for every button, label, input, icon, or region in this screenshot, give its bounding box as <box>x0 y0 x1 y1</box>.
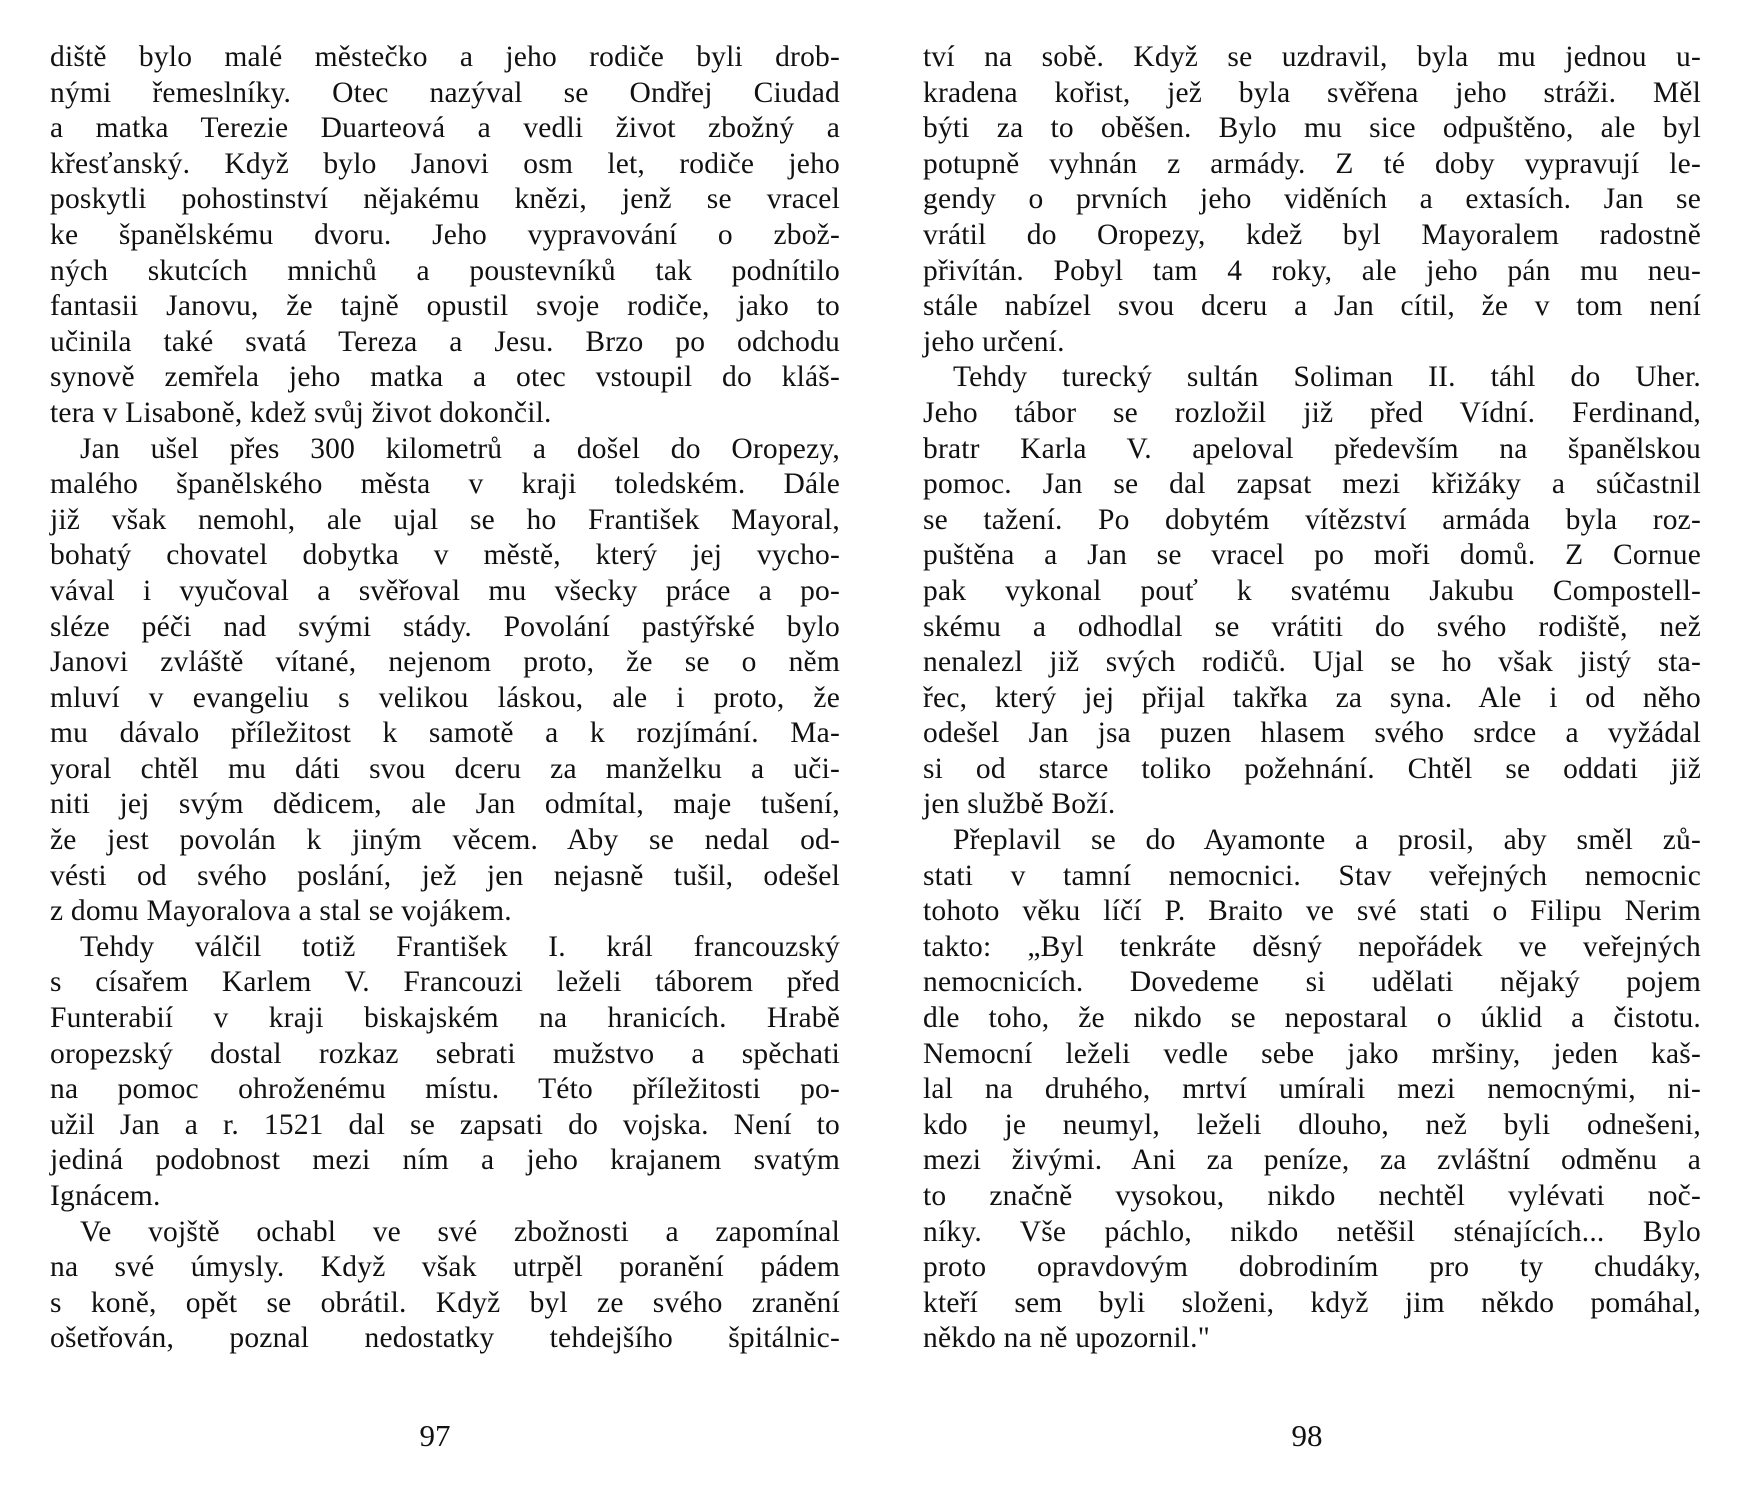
text-line: lal na druhého, mrtví umírali mezi nemocnými, ni- <box>923 1073 1701 1106</box>
text-line: tví na sobě. Když se uzdravil, byla mu jednou u- <box>923 41 1701 73</box>
text-line: nenalezl již svých rodičů. Ujal se ho však jistý sta- <box>923 646 1701 679</box>
text-line: s koně, opět se obrátil. Když byl ze svého zranění <box>50 1286 840 1319</box>
text-line: diště bylo malé městečko a jeho rodiče byli drob- <box>50 41 840 73</box>
text-line: bratr Karla V. apeloval především na španělskou <box>923 432 1701 465</box>
text-line: kdo je neumyl, leželi dlouho, než byli odnešeni, <box>923 1108 1701 1141</box>
text-line: býti za to oběšen. Bylo mu sice odpuštěno, ale byl <box>923 112 1701 145</box>
text-line: na své úmysly. Když však utrpěl poranění pádem <box>50 1251 840 1284</box>
text-line: gendy o prvních jeho viděních a extasích. Jan se <box>923 183 1701 216</box>
paragraph-first-line: Jan ušel přes 300 kilometrů a došel do Oropezy, <box>80 432 840 465</box>
text-line: se tažení. Po dobytém vítězství armáda byla roz- <box>923 503 1701 536</box>
text-line: mu dávalo příležitost k samotě a k rozjímání. Ma- <box>50 717 840 750</box>
text-line: yoral chtěl mu dáti svou dceru za manželku a uči- <box>50 752 840 785</box>
text-line: fantasii Janovu, že tajně opustil svoje rodiče, jako to <box>50 290 840 323</box>
text-line: puštěna a Jan se vracel po moři domů. Z Cornue <box>923 539 1701 572</box>
text-line: řec, který jej přijal takřka za syna. Ale i od něho <box>923 681 1701 714</box>
text-line: synově zemřela jeho matka a otec vstoupil do kláš- <box>50 361 840 394</box>
text-line: niti jej svým dědicem, ale Jan odmítal, maje tušení, <box>50 788 840 821</box>
text-line: ke španělskému dvoru. Jeho vypravování o zbož- <box>50 218 840 251</box>
text-line: přivítán. Pobyl tam 4 roky, ale jeho pán mu neu- <box>923 254 1701 287</box>
text-line: na pomoc ohroženému místu. Této příležitosti po- <box>50 1073 840 1106</box>
text-line: takto: „Byl tenkráte děsný nepořádek ve veřejných <box>923 930 1701 963</box>
text-line: stati v tamní nemocnici. Stav veřejných nemocnic <box>923 859 1701 892</box>
text-line: pomoc. Jan se dal zapsat mezi křižáky a súčastnil <box>923 468 1701 501</box>
text-line: Funterabií v kraji biskajském na hranicích. Hrabě <box>50 1002 840 1035</box>
text-line: ných skutcích mnichů a poustevníků tak podnítilo <box>50 254 840 287</box>
text-line: ošetřován, poznal nedostatky tehdejšího špitálnic- <box>50 1322 840 1355</box>
text-line: dle toho, že nikdo se nepostaral o úklid a čistotu. <box>923 1002 1701 1035</box>
text-line: malého španělského města v kraji toledském. Dále <box>50 468 840 501</box>
text-line: vrátil do Oropezy, kdež byl Mayoralem radostně <box>923 218 1701 251</box>
page-number: 98 <box>1291 1418 1323 1453</box>
text-line: poskytli pohostinství nějakému knězi, jenž se vracel <box>50 183 840 216</box>
text-line: oropezský dostal rozkaz sebrati mužstvo a spěchati <box>50 1037 840 1070</box>
text-line: vával i vyučoval a svěřoval mu všecky práce a po- <box>50 574 840 607</box>
paragraph-first-line: Tehdy turecký sultán Soliman II. táhl do Uher. <box>953 361 1701 394</box>
text-line: Jeho tábor se rozložil již před Vídní. Ferdinand, <box>923 396 1701 429</box>
text-line: Nemocní leželi vedle sebe jako mršiny, jeden kaš- <box>923 1037 1701 1070</box>
text-line: učinila také svatá Tereza a Jesu. Brzo po odchodu <box>50 325 840 358</box>
text-line: kradena kořist, jež byla svěřena jeho stráži. Měl <box>923 76 1701 109</box>
text-line: nými řemeslníky. Otec nazýval se Ondřej Ciudad <box>50 76 840 109</box>
text-line: křesťanský. Když bylo Janovi osm let, rodiče jeho <box>50 147 840 180</box>
text-line: pak vykonal pouť k svatému Jakubu Compostell- <box>923 574 1701 607</box>
text-line: Janovi zvláště vítané, nejenom proto, že se o něm <box>50 646 840 679</box>
text-line: tohoto věku líčí P. Braito ve své stati o Filipu Nerim <box>923 895 1701 928</box>
text-line: již však nemohl, ale ujal se ho František Mayoral, <box>50 503 840 536</box>
text-line: Ignácem. <box>50 1180 161 1212</box>
text-line: odešel Jan jsa puzen hlasem svého srdce a vyžádal <box>923 717 1701 750</box>
text-line: užil Jan a r. 1521 dal se zapsati do vojska. Není to <box>50 1108 840 1141</box>
text-line: někdo na ně upozornil." <box>923 1322 1210 1355</box>
text-line: tera v Lisaboně, kdež svůj život dokončil. <box>50 396 552 429</box>
paragraph-first-line: Ve vojště ochabl ve své zbožnosti a zapomínal <box>80 1215 840 1248</box>
text-line: potupně vyhnán z armády. Z té doby vypravují le- <box>923 147 1701 180</box>
paragraph-first-line: Tehdy válčil totiž František I. král francouzský <box>80 930 840 963</box>
paragraph-first-line: Přeplavil se do Ayamonte a prosil, aby směl zů- <box>953 824 1701 857</box>
text-line: a matka Terezie Duarteová a vedli život zbožný a <box>50 112 840 145</box>
text-line: mluví v evangeliu s velikou láskou, ale i proto, že <box>50 681 840 714</box>
text-line: jeho určení. <box>923 325 1065 358</box>
text-line: jediná podobnost mezi ním a jeho krajanem svatým <box>50 1144 840 1177</box>
text-line: to značně vysokou, nikdo nechtěl vylévati noč- <box>923 1180 1701 1212</box>
text-line: níky. Vše páchlo, nikdo netěšil sténajících... Bylo <box>923 1215 1701 1248</box>
text-line: proto opravdovým dobrodiním pro ty chudáky, <box>923 1251 1701 1284</box>
text-line: s císařem Karlem V. Francouzi leželi táborem před <box>50 966 840 999</box>
text-line: jen službě Boží. <box>923 788 1116 821</box>
text-line: z domu Mayoralova a stal se vojákem. <box>50 895 512 928</box>
text-line: vésti od svého poslání, jež jen nejasně tušil, odešel <box>50 859 840 892</box>
right-page <box>923 40 1701 1357</box>
text-line: bohatý chovatel dobytka v městě, který jej vycho- <box>50 539 840 572</box>
text-line: mezi živými. Ani za peníze, za zvláštní odměnu a <box>923 1144 1701 1177</box>
text-line: stále nabízel svou dceru a Jan cítil, že v tom není <box>923 290 1701 323</box>
text-line: že jest povolán k jiným věcem. Aby se nedal od- <box>50 824 840 857</box>
left-page <box>50 40 840 1357</box>
text-line: skému a odhodlal se vrátiti do svého rodiště, než <box>923 610 1701 643</box>
text-line: si od starce toliko požehnání. Chtěl se oddati již <box>923 752 1701 785</box>
text-line: nemocnicích. Dovedeme si udělati nějaký pojem <box>923 966 1701 999</box>
page-number: 97 <box>419 1418 451 1453</box>
text-line: kteří sem byli složeni, když jim někdo pomáhal, <box>923 1286 1701 1319</box>
text-line: sléze péči nad svými stády. Povolání pastýřské bylo <box>50 610 840 643</box>
